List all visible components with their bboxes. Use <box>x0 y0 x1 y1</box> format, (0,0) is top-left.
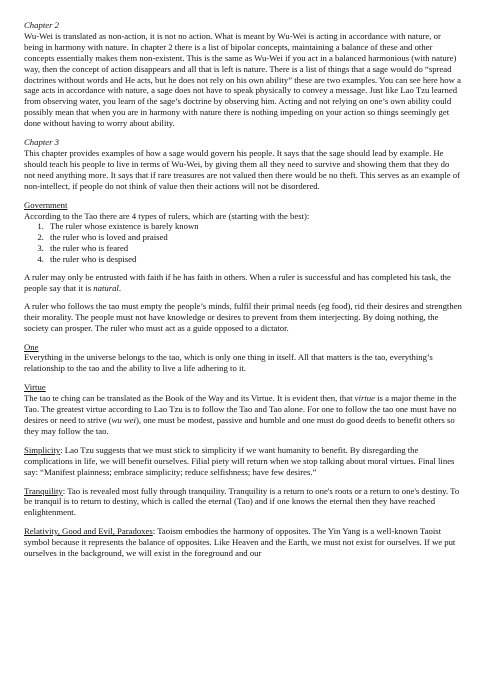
section-heading: One <box>24 341 39 352</box>
list-item: 2. the ruler who is loved and praised <box>46 232 462 243</box>
inline-heading: Relativity, Good and Evil, Paradoxes <box>24 526 153 537</box>
section-heading: Virtue <box>24 382 46 393</box>
list-item: 4. the ruler who is despised <box>46 254 462 265</box>
inline-heading: Tranquility <box>24 485 63 496</box>
text-run: : Taoism embodies the harmony of opposites. The Yin Yang is a well-known Taoist symbol because it represents the balance of opposites. Like Heaven and the Earth, we must not exist for ourselves. If we put ourselves in the background, we will exist in the foreground and our <box>24 526 456 559</box>
section-body <box>24 445 462 478</box>
list-item: 1. The ruler whose existence is barely known <box>46 221 462 232</box>
section-heading: Government <box>24 199 68 210</box>
section-intro: According to the Tao there are 4 types of rulers, which are (starting with the best): <box>24 210 310 221</box>
section-chapter-3 <box>24 137 462 192</box>
section-one <box>24 342 462 375</box>
ruler-list <box>24 221 462 265</box>
section-simplicity <box>24 445 462 478</box>
government-paragraph-1 <box>24 272 462 294</box>
section-body <box>24 393 462 437</box>
text-run: : Lao Tzu suggests that we must stick to simplicity if we want humanity to benefit. By disregarding the complications in life, we will benefit ourselves. Filial piety will return when we stop talking about moral virtues. Final lines say: “Manifest plainness; embrace simplicity; reduce selfishness; have few desires.” <box>24 444 455 477</box>
section-heading: Chapter 3 <box>24 137 59 148</box>
section-relativity <box>24 526 462 559</box>
text-run: . <box>118 282 122 293</box>
text-run: : Tao is revealed most fully through tranquility. Tranquility is a return to one's roots or a return to one's destiny. To be tranquil is to return to destiny, which is called the eternal (Tao) and if one knows the eternal then they have reached enlightenment. <box>24 485 460 518</box>
document-page <box>24 20 462 567</box>
section-body <box>24 526 462 559</box>
government-paragraph-2: A ruler who follows the tao must empty the people’s minds, fulfil their primal needs (eg food), rid their desires and strengthen their morality. The people must not have knowledge or desires to prevent from them interjecting. By doing nothing, the society can prosper. The ruler who must act as a guide opposed to a dictator. <box>24 300 462 333</box>
section-body: Wu-Wei is translated as non-action, it is not no action. What is meant by Wu-Wei is acting in accordance with nature, or being in harmony with nature. In chapter 2 there is a list of bipolar concepts, maintaining a balance of these and other concepts essentially makes them non-existent. This is the same as Wu-Wei if you act in a balanced harmonious (with nature) way, then the concept of action disappears and all that is left is nature. There is a list of things that a sage would do “spread doctrines without words and He acts, but he does not rely on his own ability” these are two examples. You can see here how a sage acts in accordance with nature, a sage does not have to speak physically to convey a message. Just like Lao Tzu learned from observing water, you learn of the sage’s doctrine by observing him. Acting and not relying on one’s own ability could possibly mean that when you are in harmony with nature there is nothing impeding on your action so things seemingly get done without having to worry about ability. <box>24 30 461 129</box>
inline-heading: Simplicity <box>24 444 61 455</box>
section-chapter-2 <box>24 20 462 129</box>
list-item: 3. the ruler who is feared <box>46 243 462 254</box>
section-body <box>24 486 462 519</box>
text-run: A ruler may only be entrusted with faith if he has faith in others. When a ruler is successful and has completed his task, the people say that it is <box>24 272 451 293</box>
section-tranquility <box>24 486 462 519</box>
text-run: is a major theme in the Tao. The greatest virtue according to Lao Tzu is to follow the Tao and Tao alone. For one to follow the tao one must have no desires or need to strive ( <box>24 393 457 425</box>
section-body: Everything in the universe belongs to the tao, which is only one thing in itself. All that matters is the tao, everything’s relationship to the tao and the ability to live a life adhering to it. <box>24 352 433 374</box>
section-heading: Chapter 2 <box>24 20 59 30</box>
section-government <box>24 200 462 334</box>
italic-run: virtue <box>354 393 375 404</box>
italic-run: natural <box>93 282 119 293</box>
italic-run: wu wei <box>111 415 136 425</box>
section-body: This chapter provides examples of how a sage would govern his people. It says that the sage should lead by example. He should teach his people to live in terms of Wu-Wei, by giving them all they need to survive and showing them that they do not need anything more. It says that if rare treasures are not valued then there would be no theft. This serves as an example of non-intellect, if people do not think of value then their actions will not be disordered. <box>24 147 460 191</box>
text-run: ), one must be modest, passive and humble and one must do good deeds to benefit others so they may follow the tao. <box>24 415 455 436</box>
section-virtue <box>24 382 462 437</box>
text-run: The tao te ching can be translated as the Book of the Way and its Virtue. It is evident then, that <box>24 393 355 404</box>
